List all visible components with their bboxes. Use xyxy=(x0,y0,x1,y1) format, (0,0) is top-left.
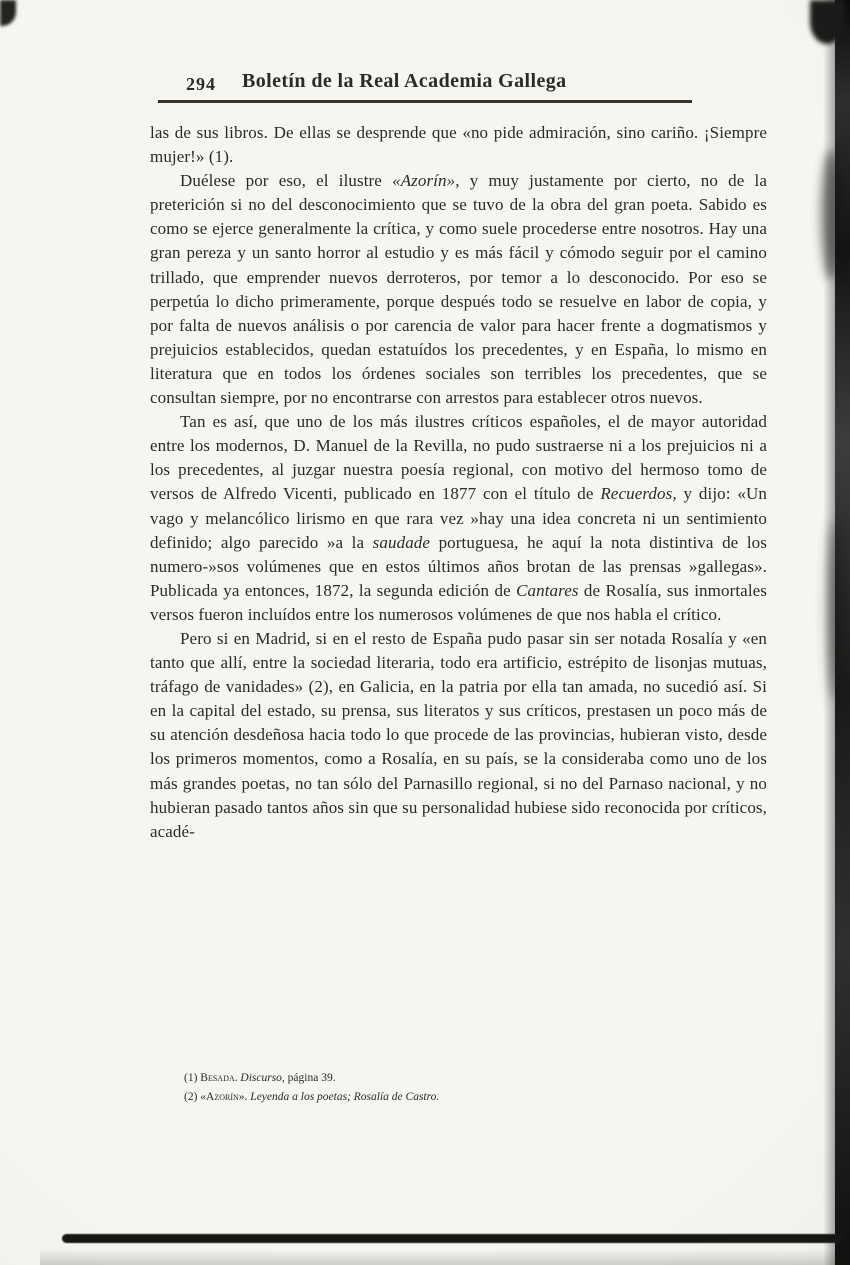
paragraph-3: Tan es así, que uno de los más ilustres críticos españoles, el de mayor autoridad entre los modernos, D. Manuel de la Revilla, no pudo sustraerse ni a los prejuicios ni a los precedentes, al juzgar nuestra poesía regional, con motivo del hermoso tomo de versos de Alfredo Vicenti, publicado en 1877 con el título de Recuerdos, y dijo: «Un vago y melancólico lirismo en que rara vez »hay una idea concreta ni un sentimiento definido; algo parecido »a la saudade portuguesa, he aquí la nota distintiva de los numero-»sos volúmenes que en estos últimos años brotan de las prensas »gallegas». Publicada ya entonces, 1872, la segunda edición de Cantares de Rosalía, sus inmortales versos fueron incluídos entre los numerosos volúmenes de que nos habla el crítico. xyxy=(150,412,767,624)
page-number: 294 xyxy=(186,74,216,94)
scan-corner-top-right xyxy=(810,0,844,44)
footnotes xyxy=(184,1069,729,1107)
scan-smudge-top-right xyxy=(821,150,841,280)
scan-bottom-shadow xyxy=(40,1249,850,1265)
paragraph-4: Pero si en Madrid, si en el resto de España pudo pasar sin ser notada Rosalía y «en tanto que allí, entre la sociedad literaria, todo era artificio, estrépito de lisonjas mutuas, tráfago de vanidades» (2), en Galicia, en la patria por ella tan amada, no sucedió así. Si en la capital del estado, su prensa, sus literatos y sus críticos, prestasen un poco más de su atención desdeñosa hacia todo lo que procede de las provincias, hubieran visto, desde los primeros momentos, como a Rosalía, en su país, se la consideraba como uno de los más grandes poetas, no tan sólo del Parnasillo regional, si no del Parnaso nacional, y no hubieran pasado tantos años sin que su personalidad hubiese sido reconocida por críticos, acadé- xyxy=(150,628,767,841)
text-block xyxy=(150,121,767,844)
paragraph-2: Duélese por eso, el ilustre «Azorín», y muy justamente por cierto, no de la preterición si no del desconocimiento que se tuvo de la obra del gran poeta. Sabido es como se ejerce generalmente la crítica, y como suele procederse entre nosotros. Hay una gran pereza y un santo horror al estudio y es más fácil y cómodo seguir por el camino trillado, que emprender nuevos derroteros, por temor a lo desconocido. Por eso se perpetúa lo dicho primeramente, porque después todo se resuelve en labor de copia, y por falta de nuevos análisis o por carencia de valor para hacer frente a dogmatismos y prejuicios establecidos, quedan estatuídos los precedentes, y en España, lo mismo en literatura que en todos los órdenes sociales son terribles los precedentes, que se consultan siempre, por no encontrarse con arrestos para establecer otros nuevos. xyxy=(150,171,767,408)
scan-corner-top-left xyxy=(0,0,16,26)
footnote-2: (2) «Azorín». Leyenda a los poetas; Rosalía de Castro. xyxy=(184,1091,440,1103)
scan-smudge-mid-right xyxy=(827,520,843,700)
journal-title: Boletín de la Real Academia Gallega xyxy=(242,70,567,92)
scan-bottom-band xyxy=(62,1234,844,1243)
paragraph-1: las de sus libros. De ellas se desprende que «no pide admiración, sino cariño. ¡Siempre mujer!» (1). xyxy=(150,123,767,167)
footnote-1: (1) Besada. Discurso, página 39. xyxy=(184,1072,336,1084)
header-rule xyxy=(158,100,692,103)
